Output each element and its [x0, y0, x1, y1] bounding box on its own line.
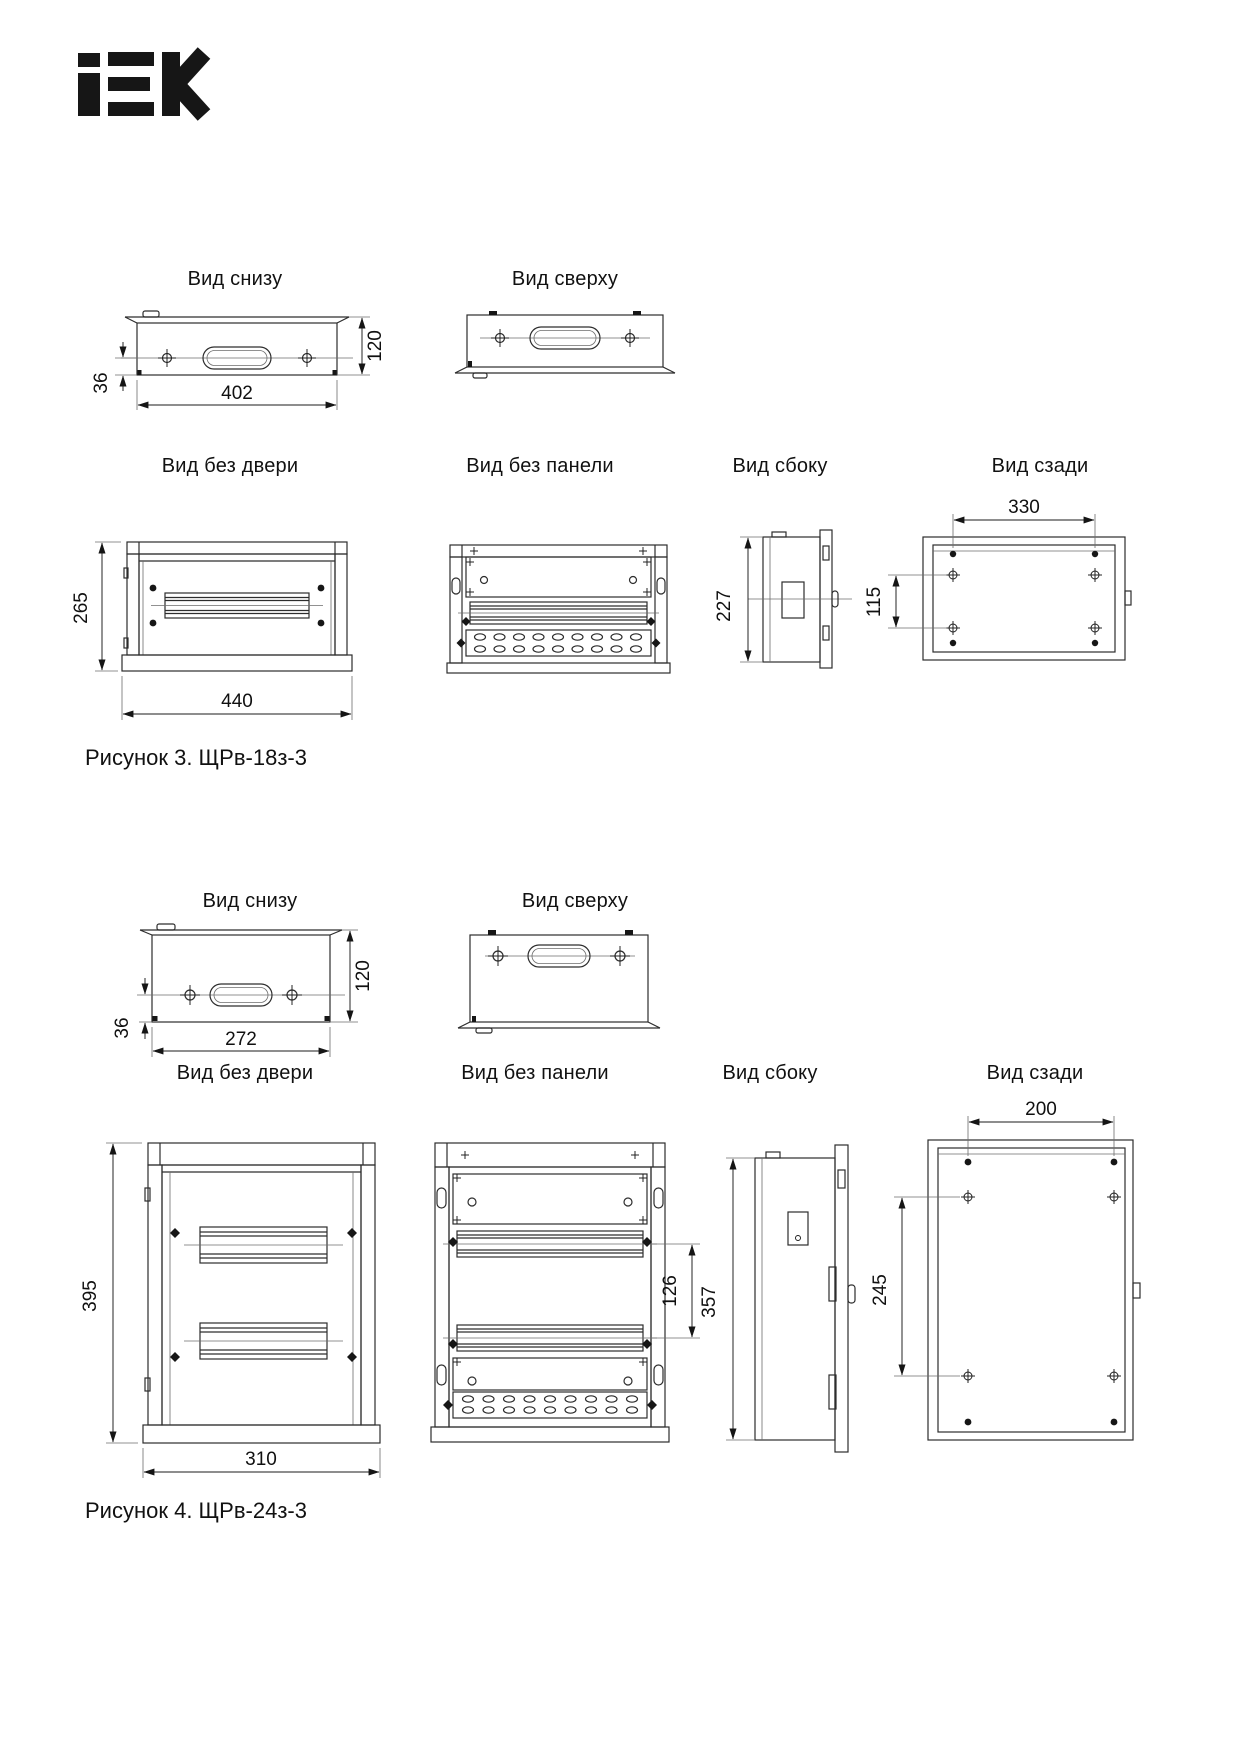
- fig3-no-panel-view-drawing: [440, 530, 685, 730]
- fig3-dim-115: 115: [864, 586, 885, 618]
- fig3-dim-330: 330: [1008, 497, 1040, 518]
- fig3-side-view-drawing: [700, 520, 865, 695]
- fig3-dim-120: 120: [365, 330, 386, 362]
- fig3-dim-265: 265: [71, 592, 92, 624]
- figure3-caption: Рисунок 3. ЩРв-18з-3: [85, 745, 307, 770]
- fig3-dim-440: 440: [221, 691, 253, 712]
- fig4-dim-395: 395: [80, 1280, 101, 1312]
- fig4-rear-view-title: Вид сзади: [986, 1062, 1084, 1084]
- fig4-no-door-view-title: Вид без двери: [176, 1062, 314, 1084]
- fig4-dim-200: 200: [1025, 1099, 1057, 1120]
- fig4-bottom-view-drawing: [95, 920, 405, 1065]
- fig4-no-door-view-drawing: [80, 1130, 410, 1485]
- fig3-dim-227: 227: [714, 590, 735, 622]
- fig4-dim-126: 126: [660, 1275, 681, 1307]
- fig4-side-view-drawing: [690, 1130, 865, 1465]
- fig3-side-view-title: Вид сбоку: [732, 455, 828, 477]
- figure4-caption: Рисунок 4. ЩРв-24з-3: [85, 1498, 307, 1523]
- fig3-no-door-view-drawing: [71, 530, 385, 730]
- fig3-rear-view-title: Вид сзади: [991, 455, 1089, 477]
- fig3-rear-view-drawing: [860, 490, 1170, 695]
- fig4-side-view-title: Вид сбоку: [722, 1062, 818, 1084]
- fig3-dim-36: 36: [91, 372, 112, 394]
- iek-logo: [78, 52, 210, 116]
- fig4-no-panel-view-drawing: [420, 1130, 720, 1450]
- fig3-top-view-title: Вид сверху: [511, 268, 619, 290]
- fig4-dim-120: 120: [353, 960, 374, 992]
- fig4-no-panel-view-title: Вид без панели: [461, 1062, 609, 1084]
- fig3-bottom-view-title: Вид снизу: [187, 268, 283, 290]
- fig3-no-panel-view-title: Вид без панели: [466, 455, 614, 477]
- fig4-rear-view-drawing: [850, 1090, 1180, 1455]
- fig4-dim-245: 245: [870, 1274, 891, 1306]
- fig4-dim-357: 357: [699, 1286, 720, 1318]
- fig3-no-door-view-title: Вид без двери: [161, 455, 299, 477]
- fig4-dim-310: 310: [245, 1449, 277, 1470]
- fig4-bottom-view-title: Вид снизу: [202, 890, 298, 912]
- fig4-top-view-title: Вид сверху: [521, 890, 629, 912]
- fig3-bottom-view-drawing: [85, 300, 385, 425]
- fig4-dim-36: 36: [112, 1017, 133, 1039]
- fig4-dim-272: 272: [225, 1029, 257, 1050]
- fig4-top-view-drawing: [440, 920, 690, 1040]
- fig3-top-view-drawing: [430, 300, 700, 385]
- fig3-dim-402: 402: [221, 383, 253, 404]
